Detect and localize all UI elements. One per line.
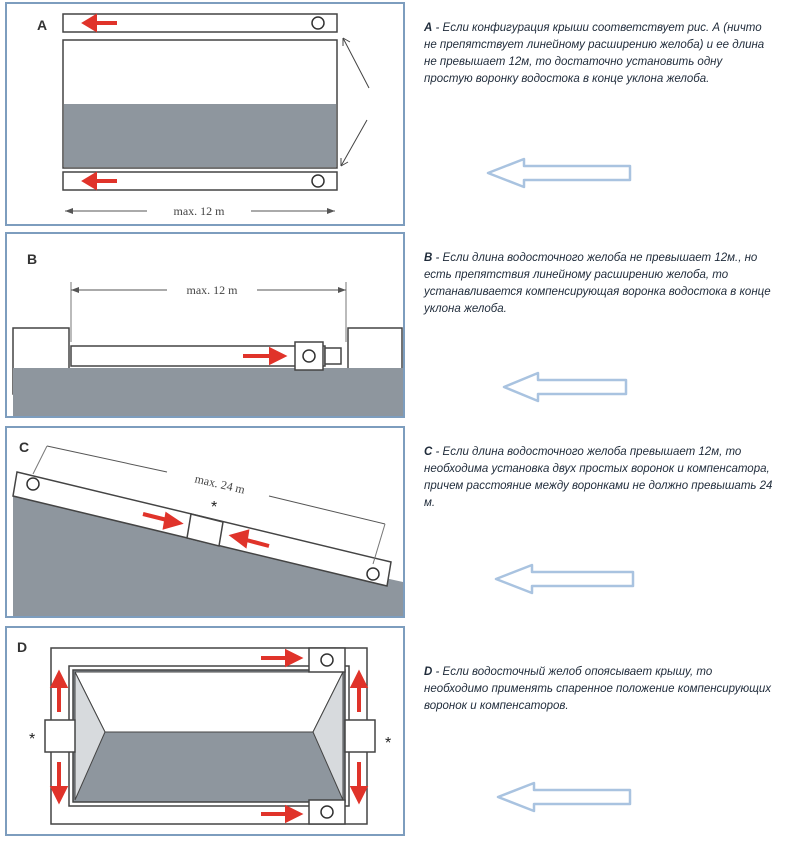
dimension-c: max. 24 m <box>193 471 247 497</box>
dimension-a: max. 12 m <box>173 204 225 218</box>
dimension-line-right <box>269 496 385 524</box>
dimension-b: max. 12 m <box>186 283 238 297</box>
description-b <box>424 250 774 318</box>
compensator-star: * <box>211 499 218 516</box>
label-c: C <box>19 439 30 455</box>
panel-d <box>5 626 405 836</box>
diagram-a <box>7 4 405 226</box>
blue-arrow-a <box>484 156 634 190</box>
compensator-star-right: * <box>385 735 392 752</box>
label-b: B <box>27 251 38 267</box>
roof-face-top <box>75 672 343 732</box>
pointer-lines <box>341 38 369 166</box>
blue-arrow-b <box>500 370 630 404</box>
downpipe-bottom <box>321 806 333 818</box>
description-a <box>424 20 774 88</box>
description-b-text: - Если длина водосточного желоба не превышает 12м., но есть препятствия линейному расширению желоба, то устанавливается компенсирующая воронка водостока в конце уклона желоба. <box>424 252 771 315</box>
diagram-c <box>7 428 405 618</box>
description-d-key: D <box>424 666 433 678</box>
label-d: D <box>17 639 28 655</box>
compensator-left <box>45 720 75 752</box>
downpipe <box>303 350 315 362</box>
downpipe-right <box>367 568 379 580</box>
blue-arrow-c <box>492 562 637 596</box>
downpipe-top <box>321 654 333 666</box>
dimension-line-left <box>47 446 167 472</box>
description-c-key: C <box>424 446 433 458</box>
ext-line-left <box>33 446 47 474</box>
diagram-d <box>7 628 405 836</box>
compensator-star-left: * <box>29 731 36 748</box>
description-d <box>424 664 774 715</box>
blue-arrow-d <box>494 780 634 814</box>
description-a-key: A <box>424 22 433 34</box>
funnel-cap <box>325 348 341 364</box>
diagram-b <box>7 234 405 418</box>
downpipe-bottom <box>312 175 324 187</box>
compensator-right <box>345 720 375 752</box>
roof-slope <box>64 104 336 167</box>
roof-slope <box>13 368 403 418</box>
description-c-text: - Если длина водосточного желоба превышает 12м, то необходима установка двух простых воронок и компенсатора, причем расстояние между воронками не должно превышать 24 м. <box>424 446 773 509</box>
downpipe-left <box>27 478 39 490</box>
description-c <box>424 444 774 512</box>
label-a: A <box>37 17 48 33</box>
ext-line-right <box>373 524 385 564</box>
description-a-text: - Если конфигурация крыши соответствует рис. А (ничто не препятствует линейному расширению желоба) и ее длина не превышает 12м, то достаточно установить одну простую воронку водостока в конце уклона желоба. <box>424 22 765 85</box>
description-b-key: B <box>424 252 433 264</box>
panel-b <box>5 232 405 418</box>
panel-a <box>5 2 405 226</box>
downpipe-top <box>312 17 324 29</box>
panel-c <box>5 426 405 618</box>
description-d-text: - Если водосточный желоб опоясывает крышу, то необходимо применять спаренное положение компенсирующих воронок и компенсаторов. <box>424 666 772 712</box>
